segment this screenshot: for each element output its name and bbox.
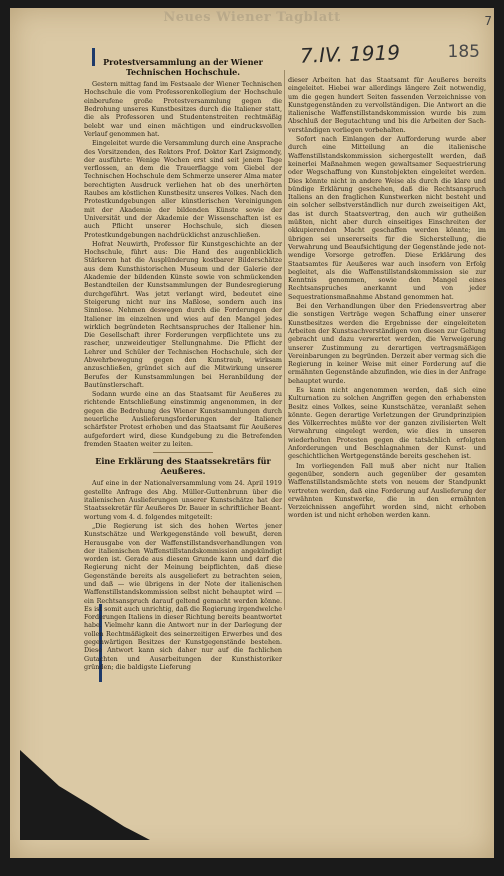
right-column (288, 76, 486, 521)
paragraph: Sofort nach Einlangen der Aufforderung wurde aber durch eine Mitteilung an die italienische Waffenstillstandskommission sichergestellt werden, daß keinerlei Maßnahmen wegen gewaltsamer Sequestrierung oder Wegschaffung von Kunstobjekten eingeleitet werden. Dies könnte nicht in andere Weise als durch die klare und bündige Erklärung geschehen, daß die Rechtsanspruch Italiens an den fraglichen Kunstwerken nicht besteht und ein solcher selbstverständlich nur durch zweiseitigen Akt, das ist durch Staatsvertrag, den auch wir gutheißen müßten, nicht aber durch einseitiges Einschreiten der okkupierenden Macht geschaffen werden könnte; im übrigen sei unsererseits für die Sicherstellung, die Verwahrung und Beaufsichtigung der Gegenstände jede notwendige Vorsorge getroffen. Diese Erklärung des Staatsamtes für Aeußeres war auch insofern von Erfolg begleitet, als die Waffenstillstandskommission sie zur Kenntnis genommen, sowie den Mangel eines Rechtsanspruches anerkannt und von jeder Sequestrationsmaßnahme Abstand genommen hat. (288, 135, 486, 301)
paragraph: Im vorliegenden Fall muß aber nicht nur Italien gegenüber, sondern auch gegenüber der gesamten Waffenstillstandsmächte stets von neuem der Standpunkt vertreten werden, daß eine Forderung auf Auslieferung der erwähnten Kunstwerke, die in den ermähnten Verzeichnissen angeführt worden sind, nicht erhoben worden ist und nicht erhoben werden kann. (288, 461, 486, 520)
corner-number: 7 (484, 14, 492, 28)
left-column (84, 56, 282, 672)
masthead: Neues Wiener Tagblatt (163, 10, 341, 25)
paragraph: Hofrat Neuwirth, Professor für Kunstgeschichte an der Hochschule, führt aus: Die Hand des augenblicklich Stärkeren hat die Ausplünderung kostbarer Bilderschätze aus dem Kunsthistorischen Museum und der Galerie der Akademie der bildenden Künste sowie von schmückenden Bestandteilen der Kunstsammlungen der Bundesregierung durchgeführt. Was jetzt verlangt wird, bedeutet eine Steigerung nicht nur ins Maßlose, sondern auch ins Sinnlose. Nehmen deswegen durch die Forderungen der Italiener im einzelnen und wies auf den Mangel jedes wirklich begründeten Rechtsanspruches der Italiener hin. Die Gesellschaft ihrer Forderungen verpflichtete uns zu rascher, unzweideutiger Stellungnahme. Die Pflicht der Lehrer und Schüler der Technischen Hochschule, sich der Abwehrbewegung gegen den Kunstraub, wirksam anzuschließen, gründet sich auf die Mitwirkung unserer Berufes der Kunstsammlungen bei Heranbildung der Bautünstlerschaft. (84, 239, 282, 389)
article-heading: Protestversammlung an der Wiener Technischen Hochschule. (103, 57, 263, 77)
torn-corner (20, 750, 150, 840)
paragraph: Es kann nicht angenommen werden, daß sich eine Kulturnation zu solchen Angriffen gegen den erhabensten Besitz eines Volkes, seine Kunstschätze, veranlaßt sehen könnte. Gegen derartige Verletzungen der Grundprinzipien des Völkerrechtes müßte vor der ganzen zivilisierten Welt Verwahrung eingelegt werden, wie dies in unseren wiederholten Protesten gegen die tatsächlich erfolgten Anforderungen und Beschlagnahmen der Kunst- und geschichtlichen Wertgegenstände bereits geschehen ist. (288, 385, 486, 461)
column-rule (284, 70, 285, 610)
newspaper-clipping (10, 8, 494, 858)
paragraph: Gestern mittag fand im Festsaale der Wiener Technischen Hochschule die vom Professorenkollegium der Hochschule einberufene große Protestversammlung gegen die Bedrohung unseres Kunstbesitzes durch die Italiener statt, die als Professoren und Studentenstreiten rechtmäßig belebt war und einen mächtigen und eindrucksvollen Verlauf genommen hat. (84, 80, 282, 138)
paragraph: Eingeleitet wurde die Versammlung durch eine Ansprache des Vorsitzenden, des Rektors Prof. Doktor Karl Zsigmondy, der ausführte: Wenige Wochen erst sind seit jenem Tage verflossen, an dem die Trauerflagge vom Giebel der Technischen Hochschule dem Schmerze unserer Alma mater berechtigten Ausdruck verliehen hat ob des unerhörten Raubes am köstlichen Kunstbesitz unseres Volkes. Nach den Protestkundgebungen aller künstlerischen Vereinigungen mit der Akademie der bildenden Künste sowie der Universität und der Akademie der Wissenschaften ist es auch Pflicht unserer Hochschule, sich diesen Protestkundgebungen nachdrücklichst anzuschließen. (84, 139, 282, 239)
paragraph: Sodann wurde eine an das Staatsamt für Aeußeres zu richtende Entschließung einstimmig angenommen, in der gegen die Bedrohung des Wiener Kunstsammlungen durch neuerliche Auslieferungsforderungen der Italiener schärfster Protest erhoben und das Staatsamt für Aeußeres aufgefordert wird, diese Kundgebung zu die Betrefenden fremden Staaten weiter zu leiten. (84, 390, 282, 448)
paragraph: „Die Regierung ist sich des hohen Wertes jener Kunstschätze und Werkgegenstände voll bewußt, deren Herausgabe von der Waffenstillstandsverhandlungen von der italienischen Waffenstillstandskommission angekündigt worden ist. Gerade aus diesem Grunde kann und darf die Regierung nicht der Meinung beipflichten, daß diese Gegenstände bereits als ausgeliefert zu betrachten seien, und daß — wie übrigens in der Note der italienischen Waffenstillstandskommission selbst nicht behauptet wird — ein Rechtsanspruch darauf geltend gemacht werden könne. Es ist somit auch unrichtig, daß die Regierung irgendwelche Forderungen Italiens in dieser Richtung bereits beantwortet habe. Vielmehr kann die Antwort nur in der Darlegung der vollen Rechtmäßigkeit des seinerzeitigen Erwerbes und des gegenwärtigen Besitzes der Kunstgegenstände bestehen. Diese Antwort kann sich daher nur auf die fachlichen Gutachten und Ausarbeitungen der Kunsthistoriker gründen; die baldigste Lieferung (84, 521, 282, 671)
handwritten-number: 185 (447, 42, 480, 62)
divider (153, 452, 213, 453)
paragraph: Auf eine in der Nationalversammlung vom 24. April 1919 gestellte Anfrage des Abg. Müller-Guttenbrunn über die italienischen Auslieferungen unserer Kunstschätze hat der Staatssekretär für Aeußeres Dr. Bauer in schriftlicher Beantwortung vom 4. d. folgendes mitgeteilt: (84, 479, 282, 521)
paragraph: Bei den Verhandlungen über den Friedensvertrag aber die sonstigen Verträge wegen Schaffung einer unserer Kunstbesitzes werden die Ergebnisse der eingeleiteten Arbeiten der Kunstsachverständigen von diesen zur Geltung gebracht und dazu verwertet werden, die Verweigerung unserer Zustimmung zu derartigen vertragsmäßigen Vereinbarungen zu begründen. Derzeit aber vermag sich die Regierung in keiner Weise mit einer Forderung auf die ermähnten Gegenstände abzufinden, wie dies in der Anfrage behauptet wurde. (288, 302, 486, 385)
article-heading: Eine Erklärung des Staatssekretärs für Aeußeres. (95, 456, 271, 476)
handwritten-date: 7.IV. 1919 (299, 40, 401, 68)
paragraph: dieser Arbeiten hat das Staatsamt für Aeußeres bereits eingeleitet. Hiebei war allerdings längere Zeit notwendig, um die gegen hundert Seiten fassenden Verzeichnisse von Kunstgegenständen zu vervollständigen. Die Antwort an die italienische Waffenstillstandskommission wurde bis zum Abschluß der Begutachtung und bis die Arbeiten der Sachverständigen vorliegen vorbehalten. (288, 76, 486, 134)
